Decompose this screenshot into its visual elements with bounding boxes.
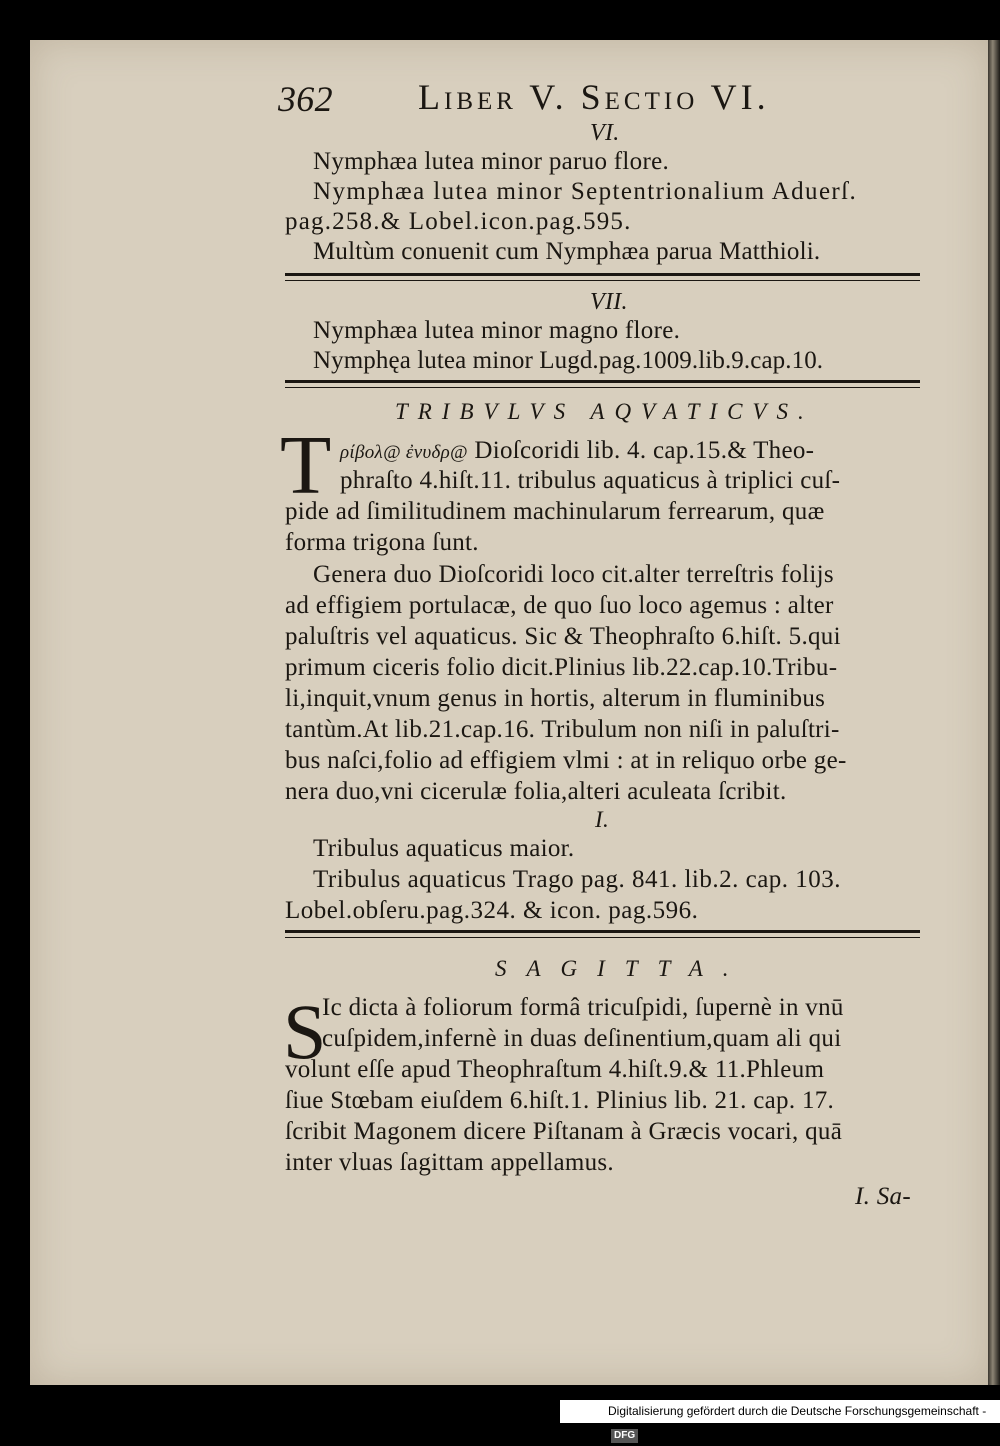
tribulus-sub-line: Tribulus aquaticus maior.	[313, 835, 575, 862]
divider-rule	[285, 930, 920, 938]
section-vi-line: Nymphæa lutea minor Septentrionalium Aduerſ.	[313, 178, 858, 205]
tribulus-line: ad effigiem portulacæ, de quo ſuo loco agemus : alter	[285, 592, 834, 619]
tribulus-line: paluſtris vel aquaticus. Sic & Theophraſto 6.hiſt. 5.qui	[285, 623, 841, 650]
sagitta-line: ſiue Stœbam eiuſdem 6.hiſt.1. Plinius lib. 21. cap. 17.	[285, 1087, 835, 1114]
section-vi-line: Nymphæa lutea minor paruo flore.	[313, 148, 670, 175]
sagitta-first-line: Ic dicta à foliorum formâ tricuſpidi, ſupernè in vnū	[322, 994, 844, 1021]
tribulus-numeral: I.	[595, 807, 610, 832]
greek-term: ρίβολ@ ἐνυδρ@	[340, 442, 468, 463]
sagitta-title: SAGITTA.	[495, 956, 749, 981]
divider-rule	[285, 273, 920, 281]
tribulus-first-line	[340, 436, 814, 468]
running-title: Liber V. Sectio VI.	[418, 77, 770, 117]
section-vi-line: pag.258.& Lobel.icon.pag.595.	[285, 208, 632, 235]
section-vi-numeral: VI.	[590, 120, 620, 146]
catchword: I. Sa-	[855, 1183, 911, 1210]
tribulus-sub-line: Tribulus aquaticus Trago pag. 841. lib.2. cap. 103.	[313, 866, 842, 893]
divider-rule	[285, 380, 920, 388]
section-vii-line: Nymphęa lutea minor Lugd.pag.1009.lib.9.cap.10.	[313, 347, 824, 374]
page-number: 362	[278, 79, 333, 119]
tribulus-dropcap: T	[280, 419, 332, 512]
footer-text: Digitalisierung gefördert durch die Deutsche Forschungsgemeinschaft -	[608, 1404, 987, 1418]
tribulus-first-line-text: Dioſcoridi lib. 4. cap.15.& Theo-	[474, 437, 815, 464]
sagitta-dropcap: S	[283, 988, 327, 1075]
section-vii-line: Nymphæa lutea minor magno flore.	[313, 317, 681, 344]
sagitta-line: inter vluas ſagittam appellamus.	[285, 1149, 614, 1176]
digitization-footer	[560, 1400, 1000, 1441]
page-edge	[988, 40, 1000, 1385]
tribulus-line: bus naſci,folio ad effigiem vlmi : at in reliquo orbe ge-	[285, 747, 847, 774]
sagitta-line: cuſpidem,infernè in duas deſinentium,quam ali qui	[322, 1025, 842, 1052]
tribulus-line: primum ciceris folio dicit.Plinius lib.22.cap.10.Tribu-	[285, 654, 838, 681]
sagitta-line: ſcribit Magonem dicere Piſtanam à Græcis vocari, quā	[285, 1118, 843, 1145]
tribulus-line: forma trigona ſunt.	[285, 529, 479, 556]
tribulus-line: pide ad ſimilitudinem machinularum ferrearum, quæ	[285, 498, 825, 525]
tribulus-line: tantùm.At lib.21.cap.16. Tribulum non niſi in paluſtri-	[285, 716, 840, 743]
section-vi-line: Multùm conuenit cum Nymphæa parua Matthioli.	[313, 238, 821, 265]
tribulus-line: nera duo,vni cicerulæ folia,alteri aculeata ſcribit.	[285, 778, 787, 805]
section-vii-numeral: VII.	[590, 289, 628, 315]
tribulus-line: Genera duo Dioſcoridi loco cit.alter terreſtris folijs	[313, 561, 834, 588]
tribulus-title: TRIBVLVS AQVATICVS.	[395, 399, 814, 424]
tribulus-sub-line: Lobel.obſeru.pag.324. & icon. pag.596.	[285, 897, 699, 924]
dfg-logo: DFG	[611, 1429, 638, 1443]
tribulus-line: li,inquit,vnum genus in hortis, alterum in fluminibus	[285, 685, 826, 712]
tribulus-line: phraſto 4.hiſt.11. tribulus aquaticus à triplici cuſ-	[340, 467, 841, 494]
sagitta-line: volunt eſſe apud Theophraſtum 4.hiſt.9.& 11.Phleum	[285, 1056, 825, 1083]
